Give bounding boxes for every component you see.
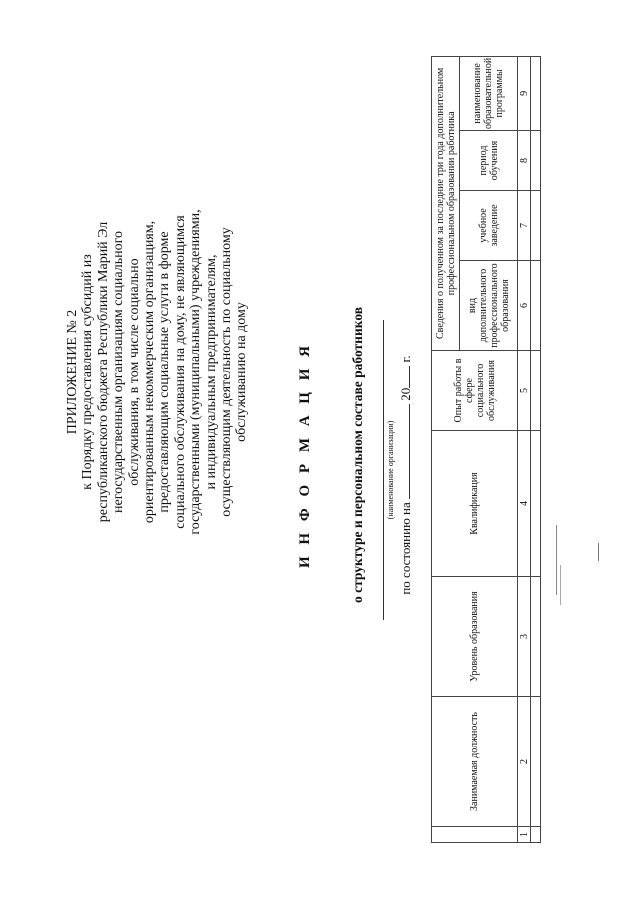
empty-cell [531,191,541,261]
year-blank [397,366,410,388]
column-number: 2 [518,697,531,827]
empty-cell [531,827,541,843]
position-header: Занимаемая должность [432,697,518,827]
column-number: 6 [518,261,531,351]
appendix-line: и индивидуальным предпринимателям, [203,254,219,490]
column-number: 3 [518,577,531,697]
column-number: 7 [518,191,531,261]
organization-name-line [383,320,384,620]
as-of-date-label: по состоянию на [398,502,413,595]
empty-cell [531,431,541,577]
training-type-header: вид дополнительного профессионального образования [460,261,518,351]
as-of-date-line [397,295,414,655]
appendix-title: ПРИЛОЖЕНИЕ № 2 [65,309,80,435]
date-blank [397,404,410,499]
scan-mark [560,565,561,605]
institution-header: учебное заведение [460,191,518,261]
year-suffix: г. [398,355,413,363]
staff-table [431,56,541,843]
column-number: 5 [518,351,531,431]
column-number: 4 [518,431,531,577]
number-header [432,827,518,843]
appendix-line: государственными (муниципальными) учреждениями, [188,209,204,535]
appendix-line: негосударственным организациям социального [111,230,127,514]
scan-mark [598,543,599,561]
appendix-line: ориентированным некоммерческим организациям, [142,220,158,524]
appendix-line: социального обслуживания на дому, не являющимся [172,215,188,529]
empty-cell [531,577,541,697]
document-subtitle: о структуре и персональном составе работников [350,306,365,604]
scan-mark [556,525,557,595]
appendix-line: обслуживанию на дому [234,302,250,442]
qualification-header: Квалификация [432,431,518,577]
empty-cell [531,697,541,827]
empty-cell [531,56,541,130]
program-header: наименование образовательной программы [460,56,518,130]
appendix-block [65,132,250,612]
document-title: И Н Ф О Р М А Ц И Я [297,342,313,568]
empty-cell [531,261,541,351]
column-number: 1 [518,827,531,843]
organization-name-hint: (наименование организации) [386,420,395,520]
appendix-line: республиканского бюджета Республики Марий Эл [95,221,111,523]
column-number: 9 [518,56,531,130]
empty-cell [531,131,541,191]
appendix-line: обслуживания, в том числе социально [126,258,142,486]
education-level-header: Уровень образования [432,577,518,697]
year-prefix: 20 [398,387,413,401]
appendix-line: к Порядку предоставления субсидий из [80,254,96,490]
appendix-line: осуществляющим деятельность по социальному [219,227,235,517]
empty-cell [531,351,541,431]
column-number: 8 [518,131,531,191]
experience-header: Опыт работы в сфере социального обслуживания [432,351,518,431]
appendix-line: предоставляющим социальные услуги в форме [157,231,173,513]
period-header: период обучения [460,131,518,191]
additional-training-header: Сведения о полученном за последние три года дополнительном профессиональном образовании работника [432,56,460,350]
